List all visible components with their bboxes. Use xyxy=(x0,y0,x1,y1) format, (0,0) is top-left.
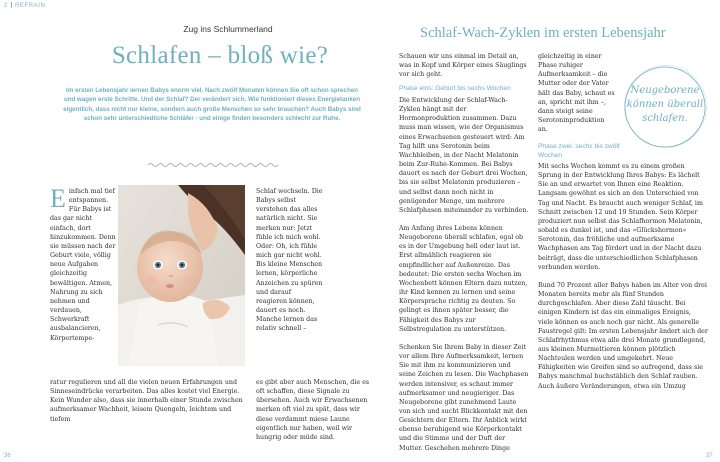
column-3 xyxy=(399,52,529,453)
subheading-phase-two: Phase zwei: sechs bis zwölf Wochen xyxy=(538,143,620,159)
running-head-label: REFRAIN xyxy=(14,3,46,9)
column-1-text-narrow: infach mal tief entspannen. Für Babys ist das gar nicht einfach, dort hinzukommen. Denn sie müssen nach der Geburt viele, völlig neue Aufgaben gleichzeitig bewältigen. Atmen, Nahrung zu sich nehmen und verdauen, Schwerkraft ausbalancieren, Körpertempe- xyxy=(50,188,116,342)
column-1-wide: ratur regulieren und all die vielen neuen Erfahrungen und Sinneseindrücke verarbeiten. Das alles kostet viel Energie. Kein Wunder also, dass sie innerhalb einer Stunde zwischen aufmerksamer Wachheit, leisem Quengeln, leichtem und tiefem xyxy=(50,379,243,423)
section-heading: Schlaf-Wach-Zyklen im ersten Lebensjahr xyxy=(420,25,666,41)
wavy-divider xyxy=(148,162,278,168)
page-title: Schlafen – bloß wie? xyxy=(111,42,329,69)
subheading-phase-one: Phase eins: Geburt bis sechs Wochen xyxy=(399,85,511,93)
paragraph: Rund 70 Prozent aller Babys haben im Alter von drei Monaten bereits mehr als fünf Stunden durchgeschlafen. Aber diese Zahl täuscht. Bei einigen Kindern ist das ein einmaliges Ereignis, viele können es auch noch gar nicht. Als generelle Faustregel gilt: Im ersten Lebensjahr ändert sich der Schlafrhythmus etwa alle drei Monate grundlegend, aus kleinen Murmeltieren können plötzlich Nachteulen werden und umgekehrt. Neue Fähigkeiten wie Greifen sind so aufregend, dass sie Babys manchmal buchstäblich den Schlaf rauben. Auch äußere Veränderungen, etwa ein Umzug xyxy=(538,281,708,390)
kicker: Zug ins Schlummerland xyxy=(183,24,273,34)
page-number-right: 37 xyxy=(706,453,713,459)
column-4 xyxy=(538,137,708,391)
baby-photo xyxy=(118,185,245,366)
paragraph: Am Anfang ihres Lebens können Neugeborene überall schlafen, egal ob es in der Umgebung hell oder laut ist. Erst allmählich reagieren sie empfindlicher auf Außenreize. Das bedeutet: Die ersten sechs Wochen im Wochenbett können Eltern dazu nutzen, ihr Kind kennen zu lernen und seine Körpersprache richtig zu deuten. So gelingt es ihnen später besser, die Fähigkeit des Babys zur Selbstregulation zu unterstützen. xyxy=(399,225,528,333)
column-2-narrow: Schlaf wechseln. Die Babys selbst verstehen das alles natürlich nicht. Sie merken nur: Jetzt fühle ich mich wohl. Oder: Oh, ich fühle mich gar nicht wohl. Bis kleine Menschen lernen, körperliche Anzeichen zu spüren und darauf reagieren können, dauert es noch. Manche lernen das relativ schnell – xyxy=(256,188,323,333)
running-head-number: 2 xyxy=(4,3,8,9)
column-4-top: gleichzeitig in einer Phase ruhiger Aufmerksamkeit – die Mutter oder der Vater hält das Baby, schaut es an, spricht mit ihm –, dann steigt seine Serotoninproduktion an. xyxy=(538,53,615,134)
baby-photo-illustration xyxy=(118,185,245,366)
paragraph: Die Entwicklung der Schlaf-Wach-Zyklen hängt mit der Hormonproduktion zusammen. Dazu muss man wissen, wie der Organismus eines Erwachsenen gesteuert wird: Am Tag hilft uns Serotonin beim Wachbleiben, in der Nacht Melatonin beim Zur-Ruhe-Kommen. Bei Babys dauert es nach der Geburt drei Wochen, bis sie selbst Melatonin produzieren – und selbst dann noch nicht in genügender Menge, um mehrere Schlafphasen miteinander zu verbinden. xyxy=(399,96,529,214)
paragraph: Schenken Sie Ihrem Baby in dieser Zeit vor allem Ihre Aufmerksamkeit, lernen Sie mit ihm zu kommunizieren und seine Zeichen zu lesen. Die Wachphasen werden intensiver, es schaut immer aufmerksamer und neugieriger. Das Neugeborene gibt zunehmend Laute von sich und sucht Blickkontakt mit den Gesichtern der Eltern. Ihr Anblick wirkt ebenso beruhigend wie Körperkontakt und die Stimme und der Duft der Mutter. Geschehen mehrere Dinge xyxy=(399,343,529,452)
drop-cap: E xyxy=(50,184,66,213)
column-2-wide: es gibt aber auch Menschen, die es oft schaffen, diese Signale zu übersehen. Auch wir Erwachsenen merken oft viel zu spät, dass wir diese verdammt miese Laune eigentlich nur haben, weil wir hungrig oder müde sind. xyxy=(256,379,370,441)
running-head xyxy=(4,2,45,9)
pull-quote-line: schlafen. xyxy=(642,113,688,124)
lead-paragraph: Im ersten Lebensjahr lernen Babys enorm viel. Nach zwölf Monaten können Sie oft schon sprechen und wagen erste Schritte. Und der Schlaf? Der verändert sich. Wie funktioniert dieses Energietanken eigentlich, dass nicht nur kleine, sondern auch große Menschen so sehr brauchen? Auch Babys sind schon sehr unterschiedliche Schläfer - und einige finden besonders schlecht zur Ruhe. xyxy=(63,87,361,123)
divider xyxy=(11,2,12,8)
page-number-left: 36 xyxy=(4,453,11,459)
intro-paragraph: Schauen wir uns einmal im Detail an, was in Kopf und Körper eines Säuglings vor sich geht. xyxy=(399,53,527,79)
paragraph: Mit sechs Wochen kommt es zu einem großen Sprung in der Entwicklung Ihres Babys: Es lächelt Sie an und erwartet von Ihnen eine Reaktion. Langsam gewöhnt es sich an den Unterschied von Tag und Nacht. Es braucht auch weniger Schlaf, im Schnitt zwischen 12 und 19 Stunden. Sein Körper produziert nun selbst das Schlafhormon Melatonin, sobald es dunkel ist, und das »Glückshormon« Serotonin, das fröhliche und aufmerksame Wachphasen am Tag fördert und in der Nacht dazu beiträgt, dass die unterschiedlichen Schlafphasen verbunden werden. xyxy=(538,163,703,271)
pull-quote-line: Neugeborene xyxy=(630,85,700,96)
column-1-narrow xyxy=(50,184,116,343)
pull-quote-line: können überall xyxy=(626,99,704,110)
